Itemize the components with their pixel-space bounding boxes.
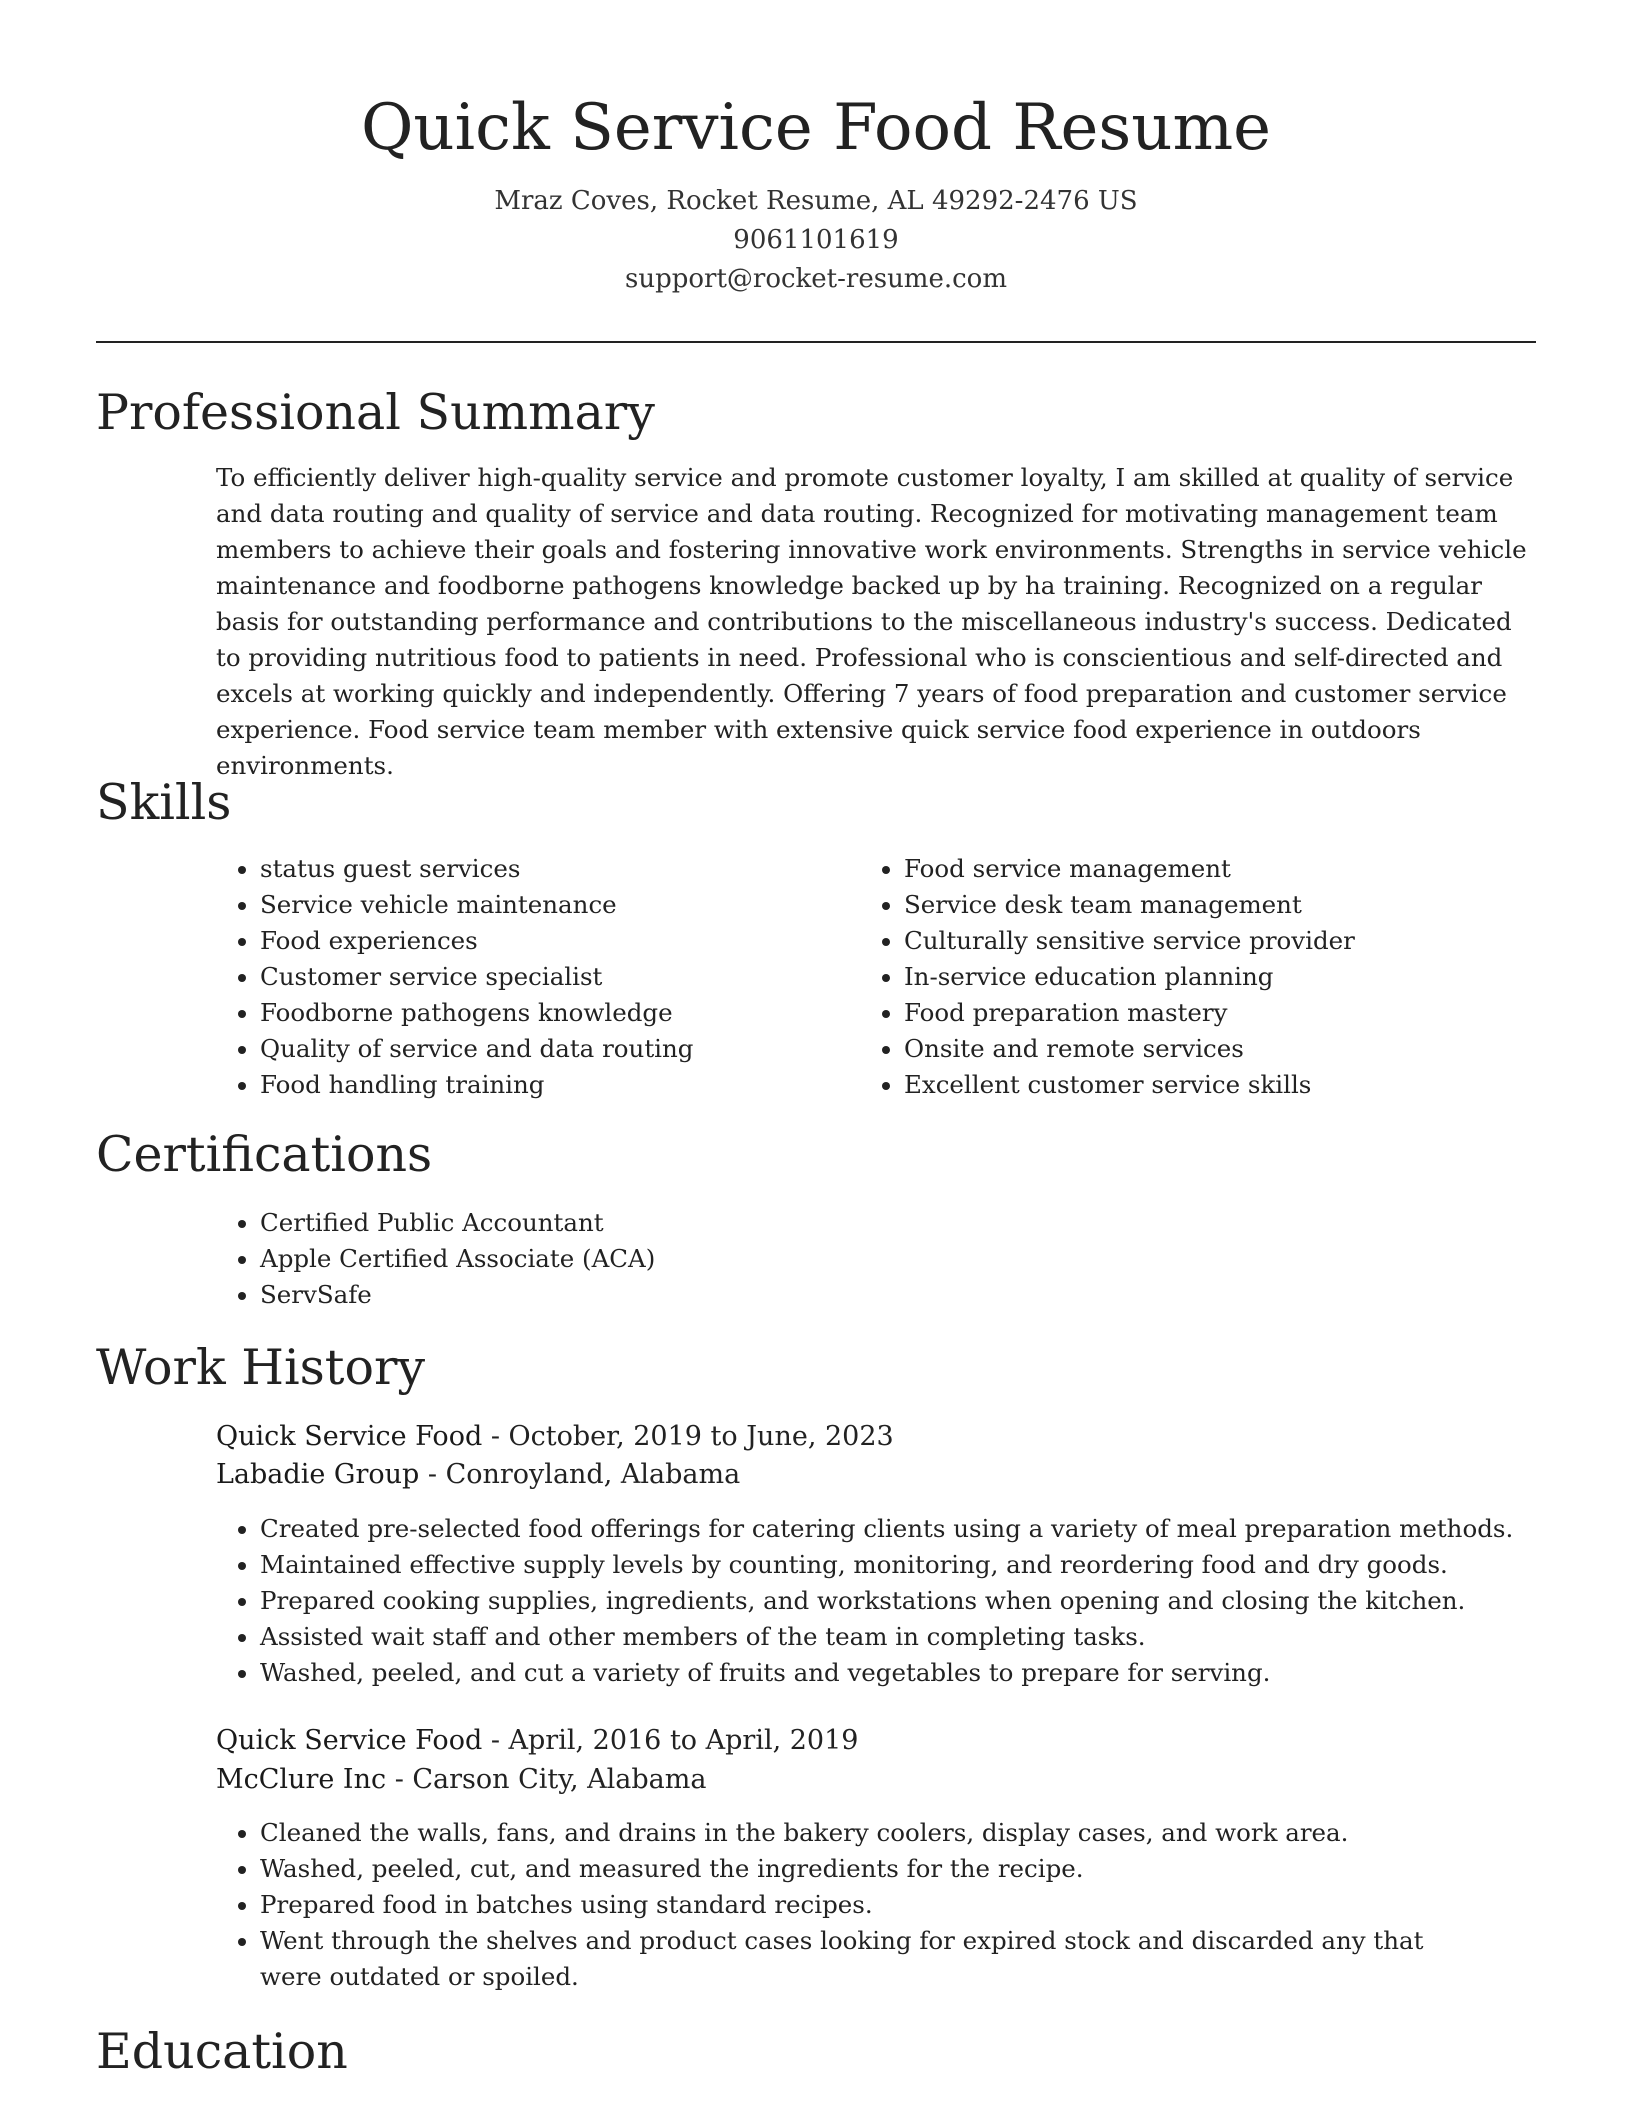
job-title: Quick Service Food [216,1421,483,1452]
list-item: • Created pre-selected food offerings for catering clients using a variety of meal preparation methods. [260,1511,1580,1547]
list-item: • Cleaned the walls, fans, and drains in the bakery coolers, display cases, and work area. [260,1815,1490,1851]
list-item: • Service desk team management [904,887,1544,923]
list-item: • Customer service specialist [260,959,860,995]
list-item: • Service vehicle maintenance [260,887,860,923]
contact-phone: 9061101619 [733,225,899,255]
job-company: Labadie Group [216,1459,420,1490]
job-title: Quick Service Food [216,1725,483,1756]
job-title-line [216,1417,894,1457]
job-company-line [216,1760,706,1800]
list-item: • status guest services [260,851,860,887]
list-item: • Food service management [904,851,1544,887]
list-item: • Food handling training [260,1067,860,1103]
list-item: • Apple Certified Associate (ACA) [260,1241,1580,1277]
list-item: • Maintained effective supply levels by counting, monitoring, and reordering food and dry goods. [260,1547,1580,1583]
skills-list-left [216,851,860,1103]
job-title-line [216,1721,858,1761]
job-location: - Carson City, Alabama [386,1764,707,1795]
list-item: • In-service education planning [904,959,1544,995]
certifications-list [216,1205,1580,1313]
list-item: • Went through the shelves and product cases looking for expired stock and discarded any that were outdated or spoiled. [260,1923,1490,1995]
resume-title: Quick Service Food Resume [360,91,1272,165]
list-item: • ServSafe [260,1277,1580,1313]
list-item: • Washed, peeled, cut, and measured the ingredients for the recipe. [260,1851,1490,1887]
resume-header [96,88,1536,299]
summary-heading: Professional Summary [96,384,655,441]
skills-list-right [860,851,1544,1103]
job-dates: - October, 2019 to June, 2023 [482,1421,894,1452]
job-location: - Conroyland, Alabama [419,1459,741,1490]
list-item: • Washed, peeled, and cut a variety of fruits and vegetables to prepare for serving. [260,1655,1580,1691]
list-item: • Prepared food in batches using standard recipes. [260,1887,1490,1923]
list-item: • Food experiences [260,923,860,959]
certifications-heading: Certifications [96,1126,433,1183]
job-bullets [216,1511,1580,1691]
list-item: • Culturally sensitive service provider [904,923,1544,959]
list-item: • Onsite and remote services [904,1031,1544,1067]
list-item: • Quality of service and data routing [260,1031,860,1067]
summary-text: To efficiently deliver high-quality service and promote customer loyalty, I am skilled at quality of service and data routing and quality of service and data routing. Recognized for motivating management team members to achieve their goals and fostering innovative work environments. Strengths in service vehicle maintenance and foodborne pathogens knowledge backed up by ha training. Recognized on a regular basis for outstanding performance and contributions to the miscellaneous industry's success. Dedicated to providing nutritious food to patients in need. Professional who is conscientious and self-directed and excels at working quickly and independently. Offering 7 years of food preparation and customer service experience. Food service team member with extensive quick service food experience in outdoors environments. [216,463,1527,780]
education-heading: Education [96,2023,348,2080]
job-company: McClure Inc [216,1764,387,1795]
list-item: • Excellent customer service skills [904,1067,1544,1103]
list-item: • Foodborne pathogens knowledge [260,995,860,1031]
list-item: • Prepared cooking supplies, ingredients, and workstations when opening and closing the kitchen. [260,1583,1580,1619]
list-item: • Food preparation mastery [904,995,1544,1031]
contact-email: support@rocket-resume.com [624,264,1007,294]
header-divider [96,341,1536,343]
contact-block [96,182,1536,299]
contact-address: Mraz Coves, Rocket Resume, AL 49292-2476 US [494,186,1138,216]
work-history-heading: Work History [96,1339,426,1396]
list-item: • Assisted wait staff and other members of the team in completing tasks. [260,1619,1580,1655]
skills-heading: Skills [96,774,232,831]
job-dates: - April, 2016 to April, 2019 [482,1725,859,1756]
list-item: • Certified Public Accountant [260,1205,1580,1241]
job-bullets [216,1815,1490,1995]
job-company-line [216,1455,740,1495]
